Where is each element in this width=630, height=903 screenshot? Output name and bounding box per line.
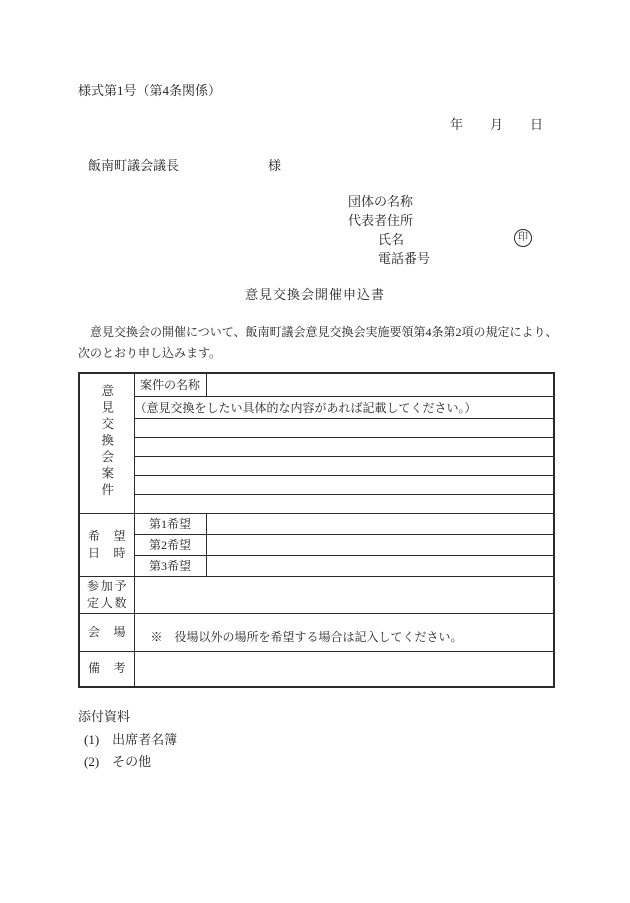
table-row xyxy=(79,475,554,494)
attachments-block xyxy=(78,706,177,769)
participants-label-cell xyxy=(79,576,134,613)
table-row xyxy=(79,396,554,418)
case-name-value-cell xyxy=(206,373,554,396)
case-blank-cell xyxy=(134,475,554,494)
name-label: 氏名 xyxy=(378,232,405,247)
form-number: 様式第1号（第4条関係） xyxy=(78,83,222,98)
case-blank-cell xyxy=(134,437,554,456)
wish-1-label-cell: 第1希望 xyxy=(134,513,206,534)
table-row xyxy=(79,555,554,576)
wish-datetime-label-cell xyxy=(79,513,134,576)
case-note-cell: （意見交換をしたい具体的な内容があれば記載してください。） xyxy=(134,396,554,418)
participants-label-line-1: 参 加 予 xyxy=(87,578,127,593)
page-title: 意見交換会開催申込書 xyxy=(244,287,385,302)
participants-value-cell xyxy=(134,576,554,613)
venue-note: ※ 役場以外の場所を希望する場合は記入してください。 xyxy=(150,630,463,644)
table-row xyxy=(79,494,554,513)
org-name-label: 団体の名称 xyxy=(348,194,414,209)
application-table xyxy=(78,372,555,688)
addressee-line xyxy=(88,155,388,174)
table-row xyxy=(79,373,554,396)
venue-value-cell xyxy=(134,613,554,651)
case-name-label-cell: 案件の名称 xyxy=(134,373,206,396)
wish-label-line-2: 日 時 xyxy=(88,545,126,560)
case-section-label: 意見交換会案件 xyxy=(99,383,114,499)
table-row xyxy=(79,613,554,651)
venue-label: 会 場 xyxy=(88,624,126,639)
case-blank-cell xyxy=(134,494,554,513)
case-blank-cell xyxy=(134,418,554,437)
table-row xyxy=(79,437,554,456)
wish-3-label-cell: 第3希望 xyxy=(134,555,206,576)
representative-address-label: 代表者住所 xyxy=(348,213,414,228)
table-row xyxy=(79,576,554,613)
remarks-value-cell xyxy=(134,651,554,687)
wish-label-line-1: 希 望 xyxy=(88,528,126,543)
table-row xyxy=(79,513,554,534)
addressee: 飯南町議会議長 xyxy=(88,158,180,173)
body-paragraph xyxy=(78,322,558,364)
seal-icon: 印 xyxy=(514,229,532,247)
case-section-label-cell xyxy=(79,373,134,513)
attachment-item: (1) 出席者名簿 xyxy=(84,732,178,747)
participants-label-line-2: 定 人 数 xyxy=(87,595,127,610)
date-line xyxy=(450,114,543,133)
attachment-item: (2) その他 xyxy=(84,754,152,769)
wish-2-label-cell: 第2希望 xyxy=(134,534,206,555)
date-year-label: 年 xyxy=(450,117,464,132)
remarks-label: 備 考 xyxy=(88,661,126,676)
case-blank-cell xyxy=(134,456,554,475)
attachments-heading: 添付資料 xyxy=(78,709,131,724)
table-row xyxy=(79,456,554,475)
applicant-block xyxy=(348,192,430,268)
body-line-1: 意見交換会の開催について、飯南町議会意見交換会実施要領第4条第2項の規定により、 xyxy=(78,325,558,339)
date-day-label: 日 xyxy=(529,117,543,132)
table-row xyxy=(79,534,554,555)
phone-label: 電話番号 xyxy=(378,251,431,266)
table-row xyxy=(79,418,554,437)
honorific: 様 xyxy=(268,158,282,173)
body-line-2: 次のとおり申し込みます。 xyxy=(78,346,222,360)
table-row xyxy=(79,651,554,687)
remarks-label-cell xyxy=(79,651,134,687)
wish-3-value-cell xyxy=(206,555,554,576)
wish-2-value-cell xyxy=(206,534,554,555)
date-month-label: 月 xyxy=(489,117,503,132)
venue-label-cell xyxy=(79,613,134,651)
wish-1-value-cell xyxy=(206,513,554,534)
